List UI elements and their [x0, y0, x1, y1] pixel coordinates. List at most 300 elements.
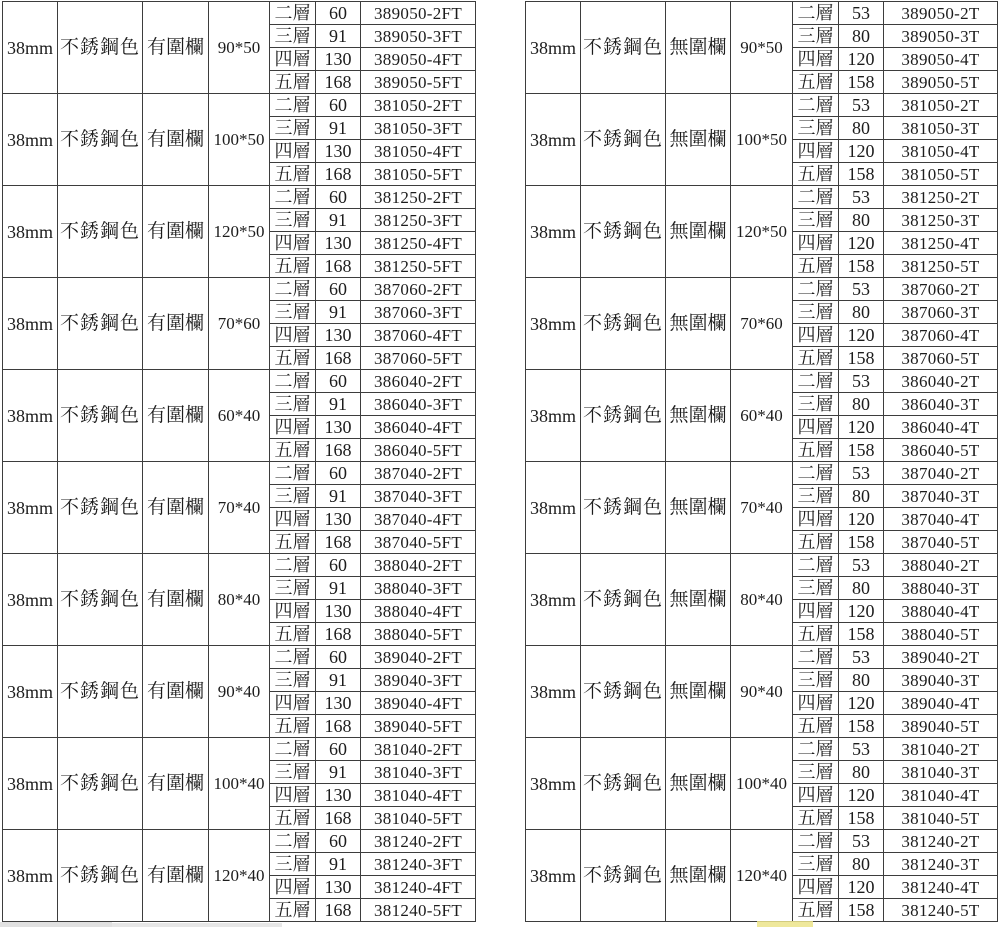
- qty-cell: 158: [839, 715, 884, 738]
- diameter-cell: 38mm: [3, 2, 58, 94]
- code-cell: 381050-3T: [884, 117, 998, 140]
- spec-table-body: [3, 2, 476, 922]
- fence-cell: 有圍欄: [143, 370, 209, 462]
- code-cell: 381040-2T: [884, 738, 998, 761]
- size-cell: 90*50: [731, 2, 793, 94]
- layer-cell: 五層: [793, 899, 839, 922]
- layer-cell: 二層: [270, 646, 316, 669]
- code-cell: 381250-5FT: [361, 255, 476, 278]
- layer-cell: 三層: [793, 393, 839, 416]
- spec-subrow: [3, 830, 476, 853]
- layer-cell: 二層: [793, 186, 839, 209]
- layer-cell: 三層: [793, 853, 839, 876]
- qty-cell: 168: [316, 715, 361, 738]
- code-cell: 387060-5FT: [361, 347, 476, 370]
- code-cell: 386040-3FT: [361, 393, 476, 416]
- diameter-cell: 38mm: [3, 462, 58, 554]
- color-cell: 不銹鋼色: [581, 186, 666, 278]
- code-cell: 388040-2FT: [361, 554, 476, 577]
- layer-cell: 五層: [793, 71, 839, 94]
- spec-subrow: [3, 278, 476, 301]
- size-cell: 70*60: [209, 278, 270, 370]
- diameter-cell: 38mm: [526, 738, 581, 830]
- color-cell: 不銹鋼色: [58, 278, 143, 370]
- size-cell: 90*40: [209, 646, 270, 738]
- code-cell: 389050-3FT: [361, 25, 476, 48]
- qty-cell: 91: [316, 117, 361, 140]
- qty-cell: 120: [839, 324, 884, 347]
- code-cell: 381050-5FT: [361, 163, 476, 186]
- spec-subrow: [526, 738, 998, 761]
- spec-table-with-fence: [2, 1, 476, 922]
- code-cell: 389040-2T: [884, 646, 998, 669]
- code-cell: 381240-4T: [884, 876, 998, 899]
- color-cell: 不銹鋼色: [581, 370, 666, 462]
- qty-cell: 130: [316, 232, 361, 255]
- spec-subrow: [526, 94, 998, 117]
- spec-subrow: [3, 554, 476, 577]
- layer-cell: 三層: [270, 301, 316, 324]
- layer-cell: 三層: [793, 117, 839, 140]
- qty-cell: 168: [316, 163, 361, 186]
- diameter-cell: 38mm: [3, 370, 58, 462]
- size-cell: 70*60: [731, 278, 793, 370]
- layer-cell: 五層: [793, 715, 839, 738]
- qty-cell: 91: [316, 301, 361, 324]
- layer-cell: 五層: [270, 163, 316, 186]
- spec-subrow: [526, 830, 998, 853]
- diameter-cell: 38mm: [3, 738, 58, 830]
- qty-cell: 60: [316, 94, 361, 117]
- layer-cell: 五層: [270, 71, 316, 94]
- color-cell: 不銹鋼色: [58, 646, 143, 738]
- qty-cell: 120: [839, 600, 884, 623]
- code-cell: 386040-4FT: [361, 416, 476, 439]
- code-cell: 387040-4T: [884, 508, 998, 531]
- code-cell: 388040-3T: [884, 577, 998, 600]
- layer-cell: 五層: [270, 347, 316, 370]
- code-cell: 387060-4FT: [361, 324, 476, 347]
- layer-cell: 三層: [270, 577, 316, 600]
- diameter-cell: 38mm: [526, 278, 581, 370]
- fence-cell: 無圍欄: [666, 370, 731, 462]
- qty-cell: 60: [316, 186, 361, 209]
- code-cell: 381050-2T: [884, 94, 998, 117]
- qty-cell: 120: [839, 876, 884, 899]
- code-cell: 389050-4FT: [361, 48, 476, 71]
- diameter-cell: 38mm: [3, 830, 58, 922]
- diameter-cell: 38mm: [526, 370, 581, 462]
- code-cell: 381250-3FT: [361, 209, 476, 232]
- color-cell: 不銹鋼色: [581, 554, 666, 646]
- qty-cell: 120: [839, 232, 884, 255]
- qty-cell: 91: [316, 761, 361, 784]
- qty-cell: 130: [316, 784, 361, 807]
- layer-cell: 四層: [793, 508, 839, 531]
- qty-cell: 91: [316, 669, 361, 692]
- code-cell: 389040-5FT: [361, 715, 476, 738]
- color-cell: 不銹鋼色: [581, 646, 666, 738]
- code-cell: 381250-3T: [884, 209, 998, 232]
- qty-cell: 91: [316, 853, 361, 876]
- fence-cell: 有圍欄: [143, 186, 209, 278]
- qty-cell: 158: [839, 531, 884, 554]
- fence-cell: 有圍欄: [143, 2, 209, 94]
- code-cell: 381240-3FT: [361, 853, 476, 876]
- size-cell: 80*40: [209, 554, 270, 646]
- layer-cell: 二層: [793, 554, 839, 577]
- size-cell: 100*40: [209, 738, 270, 830]
- size-cell: 90*40: [731, 646, 793, 738]
- qty-cell: 53: [839, 186, 884, 209]
- code-cell: 381040-5FT: [361, 807, 476, 830]
- qty-cell: 168: [316, 255, 361, 278]
- layer-cell: 三層: [793, 577, 839, 600]
- layer-cell: 三層: [793, 301, 839, 324]
- code-cell: 389040-4T: [884, 692, 998, 715]
- code-cell: 381040-4FT: [361, 784, 476, 807]
- layer-cell: 三層: [270, 669, 316, 692]
- qty-cell: 91: [316, 25, 361, 48]
- code-cell: 381250-2FT: [361, 186, 476, 209]
- spec-subrow: [526, 554, 998, 577]
- layer-cell: 三層: [270, 393, 316, 416]
- spec-subrow: [3, 646, 476, 669]
- qty-cell: 80: [839, 761, 884, 784]
- code-cell: 387040-3T: [884, 485, 998, 508]
- fence-cell: 無圍欄: [666, 94, 731, 186]
- layer-cell: 五層: [793, 255, 839, 278]
- qty-cell: 53: [839, 94, 884, 117]
- qty-cell: 168: [316, 807, 361, 830]
- layer-cell: 四層: [270, 508, 316, 531]
- color-cell: 不銹鋼色: [58, 738, 143, 830]
- size-cell: 70*40: [209, 462, 270, 554]
- qty-cell: 158: [839, 163, 884, 186]
- size-cell: 90*50: [209, 2, 270, 94]
- size-cell: 100*50: [209, 94, 270, 186]
- qty-cell: 120: [839, 416, 884, 439]
- code-cell: 387060-2T: [884, 278, 998, 301]
- qty-cell: 53: [839, 370, 884, 393]
- layer-cell: 二層: [793, 462, 839, 485]
- code-cell: 381040-2FT: [361, 738, 476, 761]
- color-cell: 不銹鋼色: [58, 2, 143, 94]
- layer-cell: 五層: [793, 623, 839, 646]
- color-cell: 不銹鋼色: [581, 2, 666, 94]
- fence-cell: 有圍欄: [143, 554, 209, 646]
- layer-cell: 二層: [793, 646, 839, 669]
- code-cell: 388040-2T: [884, 554, 998, 577]
- layer-cell: 五層: [270, 899, 316, 922]
- layer-cell: 五層: [270, 807, 316, 830]
- color-cell: 不銹鋼色: [581, 830, 666, 922]
- code-cell: 386040-5T: [884, 439, 998, 462]
- layer-cell: 四層: [793, 876, 839, 899]
- qty-cell: 80: [839, 301, 884, 324]
- layer-cell: 二層: [270, 186, 316, 209]
- layer-cell: 四層: [270, 692, 316, 715]
- code-cell: 386040-2FT: [361, 370, 476, 393]
- layer-cell: 二層: [793, 94, 839, 117]
- code-cell: 381040-4T: [884, 784, 998, 807]
- qty-cell: 91: [316, 485, 361, 508]
- fence-cell: 有圍欄: [143, 278, 209, 370]
- size-cell: 120*50: [209, 186, 270, 278]
- qty-cell: 53: [839, 462, 884, 485]
- layer-cell: 三層: [270, 761, 316, 784]
- layer-cell: 四層: [270, 140, 316, 163]
- code-cell: 387040-2FT: [361, 462, 476, 485]
- layer-cell: 三層: [793, 761, 839, 784]
- diameter-cell: 38mm: [526, 554, 581, 646]
- fence-cell: 無圍欄: [666, 830, 731, 922]
- spec-table-without-fence: [525, 1, 998, 922]
- fence-cell: 無圍欄: [666, 462, 731, 554]
- diameter-cell: 38mm: [526, 94, 581, 186]
- qty-cell: 168: [316, 899, 361, 922]
- code-cell: 388040-3FT: [361, 577, 476, 600]
- fence-cell: 無圍欄: [666, 2, 731, 94]
- code-cell: 389050-4T: [884, 48, 998, 71]
- layer-cell: 五層: [793, 531, 839, 554]
- layer-cell: 四層: [793, 692, 839, 715]
- fence-cell: 無圍欄: [666, 278, 731, 370]
- spec-subrow: [526, 186, 998, 209]
- qty-cell: 120: [839, 48, 884, 71]
- code-cell: 387060-3T: [884, 301, 998, 324]
- qty-cell: 60: [316, 554, 361, 577]
- code-cell: 381050-3FT: [361, 117, 476, 140]
- spec-table-body: [526, 2, 998, 922]
- qty-cell: 130: [316, 876, 361, 899]
- scan-artifact-gray: [112, 923, 282, 927]
- code-cell: 381040-3T: [884, 761, 998, 784]
- qty-cell: 53: [839, 830, 884, 853]
- layer-cell: 三層: [270, 853, 316, 876]
- qty-cell: 168: [316, 439, 361, 462]
- layer-cell: 五層: [270, 531, 316, 554]
- code-cell: 389050-2FT: [361, 2, 476, 25]
- size-cell: 120*40: [731, 830, 793, 922]
- layer-cell: 二層: [270, 738, 316, 761]
- layer-cell: 三層: [270, 485, 316, 508]
- qty-cell: 130: [316, 508, 361, 531]
- qty-cell: 120: [839, 508, 884, 531]
- color-cell: 不銹鋼色: [58, 370, 143, 462]
- code-cell: 389040-3FT: [361, 669, 476, 692]
- code-cell: 389050-2T: [884, 2, 998, 25]
- size-cell: 120*40: [209, 830, 270, 922]
- scan-artifact-gray: [0, 922, 112, 927]
- layer-cell: 四層: [270, 232, 316, 255]
- code-cell: 381240-5T: [884, 899, 998, 922]
- spec-subrow: [526, 462, 998, 485]
- code-cell: 387040-2T: [884, 462, 998, 485]
- fence-cell: 有圍欄: [143, 462, 209, 554]
- qty-cell: 158: [839, 899, 884, 922]
- color-cell: 不銹鋼色: [581, 738, 666, 830]
- qty-cell: 168: [316, 347, 361, 370]
- qty-cell: 91: [316, 209, 361, 232]
- spec-subrow: [526, 646, 998, 669]
- qty-cell: 158: [839, 255, 884, 278]
- layer-cell: 二層: [270, 554, 316, 577]
- code-cell: 388040-4FT: [361, 600, 476, 623]
- layer-cell: 四層: [793, 416, 839, 439]
- fence-cell: 無圍欄: [666, 554, 731, 646]
- spec-subrow: [3, 738, 476, 761]
- layer-cell: 四層: [270, 48, 316, 71]
- qty-cell: 91: [316, 393, 361, 416]
- qty-cell: 80: [839, 117, 884, 140]
- qty-cell: 120: [839, 784, 884, 807]
- size-cell: 100*40: [731, 738, 793, 830]
- diameter-cell: 38mm: [3, 94, 58, 186]
- diameter-cell: 38mm: [526, 186, 581, 278]
- qty-cell: 80: [839, 485, 884, 508]
- qty-cell: 53: [839, 554, 884, 577]
- code-cell: 389050-5T: [884, 71, 998, 94]
- qty-cell: 53: [839, 278, 884, 301]
- qty-cell: 53: [839, 738, 884, 761]
- fence-cell: 無圍欄: [666, 186, 731, 278]
- code-cell: 381050-4T: [884, 140, 998, 163]
- color-cell: 不銹鋼色: [58, 830, 143, 922]
- fence-cell: 有圍欄: [143, 94, 209, 186]
- code-cell: 387060-4T: [884, 324, 998, 347]
- qty-cell: 60: [316, 370, 361, 393]
- qty-cell: 158: [839, 623, 884, 646]
- code-cell: 387060-2FT: [361, 278, 476, 301]
- layer-cell: 五層: [270, 439, 316, 462]
- color-cell: 不銹鋼色: [581, 462, 666, 554]
- layer-cell: 二層: [793, 370, 839, 393]
- qty-cell: 60: [316, 646, 361, 669]
- code-cell: 389050-3T: [884, 25, 998, 48]
- qty-cell: 60: [316, 462, 361, 485]
- diameter-cell: 38mm: [3, 278, 58, 370]
- layer-cell: 二層: [793, 830, 839, 853]
- code-cell: 386040-2T: [884, 370, 998, 393]
- layer-cell: 四層: [793, 140, 839, 163]
- qty-cell: 130: [316, 324, 361, 347]
- code-cell: 381240-3T: [884, 853, 998, 876]
- layer-cell: 三層: [270, 117, 316, 140]
- layer-cell: 三層: [793, 25, 839, 48]
- spec-subrow: [526, 2, 998, 25]
- diameter-cell: 38mm: [526, 462, 581, 554]
- layer-cell: 五層: [793, 439, 839, 462]
- layer-cell: 二層: [793, 738, 839, 761]
- qty-cell: 158: [839, 439, 884, 462]
- diameter-cell: 38mm: [526, 2, 581, 94]
- layer-cell: 四層: [270, 784, 316, 807]
- size-cell: 80*40: [731, 554, 793, 646]
- qty-cell: 80: [839, 25, 884, 48]
- code-cell: 388040-5T: [884, 623, 998, 646]
- qty-cell: 120: [839, 140, 884, 163]
- qty-cell: 91: [316, 577, 361, 600]
- qty-cell: 53: [839, 646, 884, 669]
- code-cell: 381240-2T: [884, 830, 998, 853]
- code-cell: 381050-5T: [884, 163, 998, 186]
- code-cell: 381250-2T: [884, 186, 998, 209]
- code-cell: 381040-5T: [884, 807, 998, 830]
- layer-cell: 四層: [793, 784, 839, 807]
- layer-cell: 三層: [793, 669, 839, 692]
- qty-cell: 80: [839, 577, 884, 600]
- layer-cell: 二層: [793, 2, 839, 25]
- qty-cell: 53: [839, 2, 884, 25]
- fence-cell: 有圍欄: [143, 830, 209, 922]
- layer-cell: 五層: [270, 623, 316, 646]
- code-cell: 389040-2FT: [361, 646, 476, 669]
- spec-subrow: [3, 2, 476, 25]
- diameter-cell: 38mm: [3, 186, 58, 278]
- code-cell: 389040-4FT: [361, 692, 476, 715]
- layer-cell: 五層: [793, 807, 839, 830]
- qty-cell: 168: [316, 623, 361, 646]
- size-cell: 100*50: [731, 94, 793, 186]
- size-cell: 120*50: [731, 186, 793, 278]
- layer-cell: 三層: [793, 485, 839, 508]
- diameter-cell: 38mm: [3, 646, 58, 738]
- color-cell: 不銹鋼色: [58, 186, 143, 278]
- layer-cell: 五層: [793, 163, 839, 186]
- qty-cell: 158: [839, 347, 884, 370]
- code-cell: 381050-2FT: [361, 94, 476, 117]
- qty-cell: 168: [316, 531, 361, 554]
- code-cell: 386040-4T: [884, 416, 998, 439]
- layer-cell: 二層: [793, 278, 839, 301]
- code-cell: 387040-5FT: [361, 531, 476, 554]
- qty-cell: 60: [316, 830, 361, 853]
- spec-subrow: [3, 370, 476, 393]
- color-cell: 不銹鋼色: [58, 462, 143, 554]
- layer-cell: 三層: [270, 209, 316, 232]
- layer-cell: 四層: [270, 600, 316, 623]
- code-cell: 389050-5FT: [361, 71, 476, 94]
- code-cell: 386040-5FT: [361, 439, 476, 462]
- spec-subrow: [3, 186, 476, 209]
- layer-cell: 四層: [270, 876, 316, 899]
- code-cell: 388040-4T: [884, 600, 998, 623]
- code-cell: 381250-4FT: [361, 232, 476, 255]
- code-cell: 381240-2FT: [361, 830, 476, 853]
- qty-cell: 158: [839, 807, 884, 830]
- qty-cell: 120: [839, 692, 884, 715]
- code-cell: 381240-5FT: [361, 899, 476, 922]
- code-cell: 388040-5FT: [361, 623, 476, 646]
- qty-cell: 80: [839, 669, 884, 692]
- qty-cell: 158: [839, 71, 884, 94]
- code-cell: 381050-4FT: [361, 140, 476, 163]
- layer-cell: 四層: [793, 232, 839, 255]
- code-cell: 387040-4FT: [361, 508, 476, 531]
- code-cell: 387040-3FT: [361, 485, 476, 508]
- code-cell: 387060-5T: [884, 347, 998, 370]
- code-cell: 381250-4T: [884, 232, 998, 255]
- code-cell: 389040-3T: [884, 669, 998, 692]
- fence-cell: 有圍欄: [143, 646, 209, 738]
- color-cell: 不銹鋼色: [58, 94, 143, 186]
- layer-cell: 五層: [270, 255, 316, 278]
- spec-subrow: [526, 370, 998, 393]
- qty-cell: 60: [316, 278, 361, 301]
- layer-cell: 五層: [270, 715, 316, 738]
- layer-cell: 四層: [270, 324, 316, 347]
